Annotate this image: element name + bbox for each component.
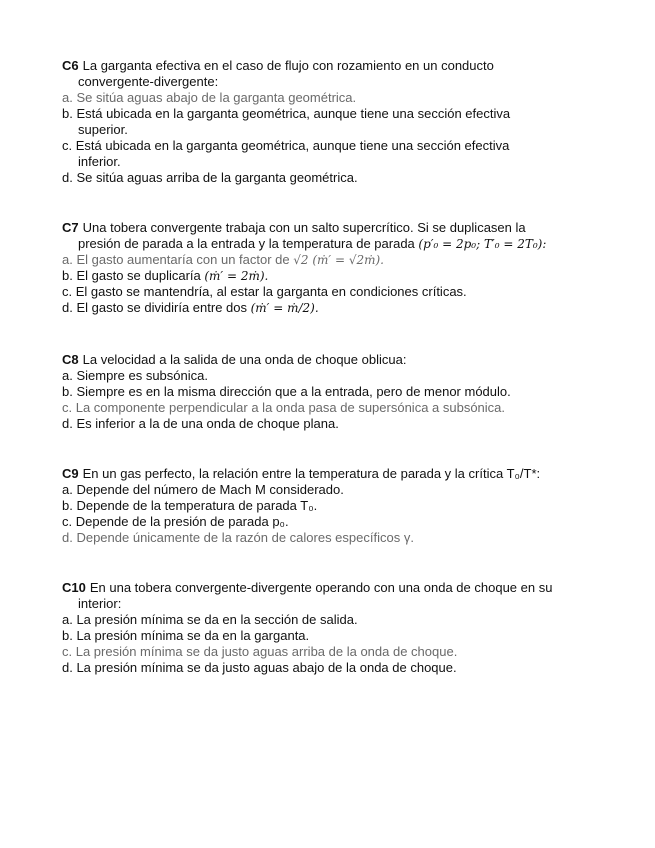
question-number: C7 [62, 220, 79, 235]
question-c8 [62, 352, 602, 432]
option-a: a. Se sitúa aguas abajo de la garganta geométrica. [62, 90, 357, 105]
option-c: c. El gasto se mantendría, al estar la garganta en condiciones críticas. [62, 284, 467, 299]
question-number: C8 [62, 352, 79, 367]
formula: (ṁ′ = 2ṁ). [204, 269, 269, 283]
question-c6 [62, 58, 602, 186]
question-stem: C8 La velocidad a la salida de una onda de choque oblicua: [62, 352, 407, 367]
option-a: a. Siempre es subsónica. [62, 368, 208, 383]
question-c9 [62, 466, 602, 546]
question-stem: C6 La garganta efectiva en el caso de flujo con rozamiento en un conducto convergente-divergente: [62, 58, 494, 89]
option-a: a. El gasto aumentaría con un factor de √2 (ṁ′ = √2ṁ). [62, 252, 384, 267]
option-b: b. Está ubicada en la garganta geométrica, aunque tiene una sección efectiva superior. [62, 106, 511, 137]
question-stem: C7 Una tobera convergente trabaja con un salto supercrítico. Si se duplicasen la presión de parada a la entrada y la temperatura de parada (p′₀ = 2p₀; T′₀ = 2T₀): [62, 220, 547, 251]
option-c: c. La componente perpendicular a la onda pasa de supersónica a subsónica. [62, 400, 506, 415]
stagnation-condition-formula: (p′₀ = 2p₀; T′₀ = 2T₀): [418, 237, 547, 251]
option-c: c. Depende de la presión de parada p₀. [62, 514, 289, 529]
option-b: b. Depende de la temperatura de parada T₀. [62, 498, 318, 513]
question-c7 [62, 220, 602, 316]
option-a: a. Depende del número de Mach M considerado. [62, 482, 344, 497]
option-b: b. Siempre es en la misma dirección que a la entrada, pero de menor módulo. [62, 384, 511, 399]
option-d: d. Es inferior a la de una onda de choque plana. [62, 416, 339, 431]
option-c: c. Está ubicada en la garganta geométrica, aunque tiene una sección efectiva inferior. [62, 138, 510, 169]
formula: √2 (ṁ′ = √2ṁ). [293, 253, 384, 267]
question-stem: C10 En una tobera convergente-divergente operando con una onda de choque en su interior: [62, 580, 553, 611]
option-b: b. El gasto se duplicaría (ṁ′ = 2ṁ). [62, 268, 269, 283]
option-d: d. Se sitúa aguas arriba de la garganta geométrica. [62, 170, 358, 185]
question-stem: C9 En un gas perfecto, la relación entre la temperatura de parada y la crítica T₀/T*: [62, 466, 541, 481]
formula: (ṁ′ = ṁ/2). [250, 301, 319, 315]
question-number: C9 [62, 466, 79, 481]
question-number: C6 [62, 58, 79, 73]
option-d: d. Depende únicamente de la razón de calores específicos γ. [62, 530, 414, 545]
option-d: d. La presión mínima se da justo aguas abajo de la onda de choque. [62, 660, 457, 675]
option-b: b. La presión mínima se da en la garganta. [62, 628, 310, 643]
question-c10 [62, 580, 602, 676]
option-a: a. La presión mínima se da en la sección de salida. [62, 612, 358, 627]
option-d: d. El gasto se dividiría entre dos (ṁ′ = ṁ/2). [62, 300, 319, 315]
question-number: C10 [62, 580, 86, 595]
option-c: c. La presión mínima se da justo aguas arriba de la onda de choque. [62, 644, 458, 659]
